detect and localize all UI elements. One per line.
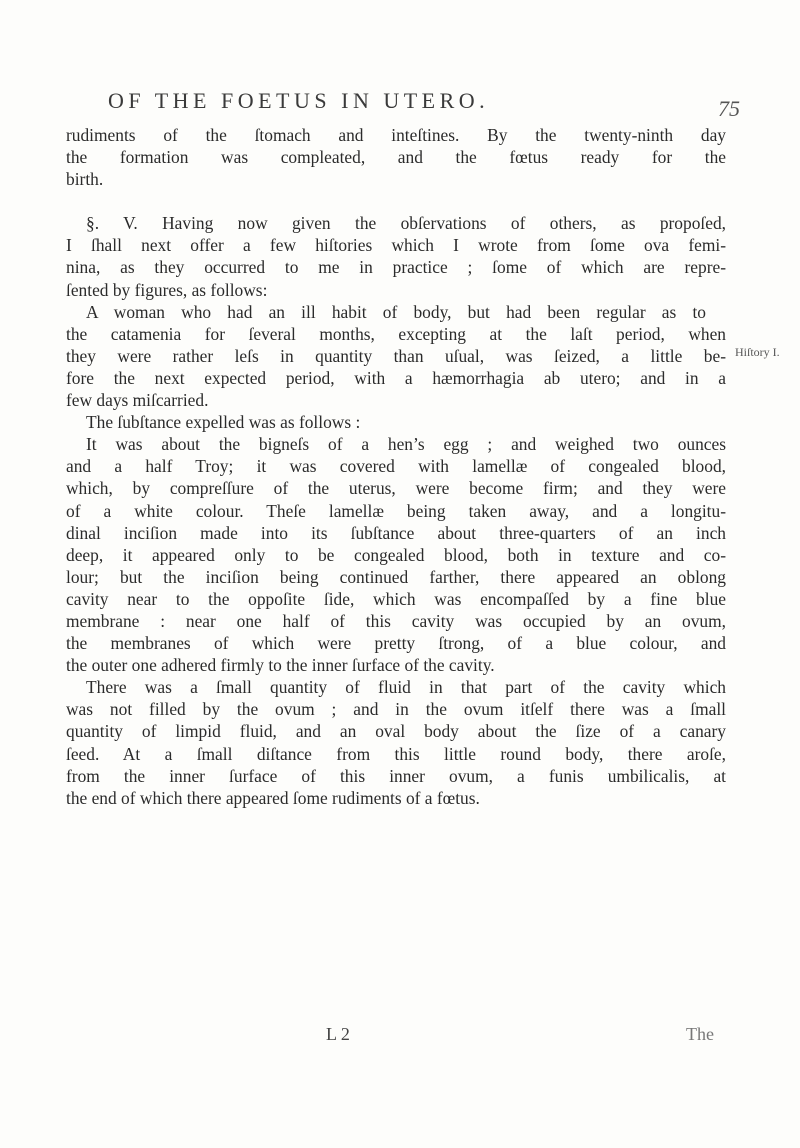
text-line: lour; but the inciſion being continued farther, there appeared an oblong — [66, 566, 726, 587]
text-line: rudiments of the ſtomach and inteſtines. By the twenty-ninth day — [66, 125, 726, 145]
text-line: of a white colour. Theſe lamellæ being taken away, and a longitu- — [66, 500, 726, 521]
body-text — [66, 124, 726, 809]
text-line: which, by compreſſure of the uterus, were become firm; and they were — [66, 478, 726, 499]
text-line: membrane : near one half of this cavity was occupied by an ovum, — [66, 610, 726, 631]
text-line: The ſubſtance expelled was as follows : — [86, 412, 361, 433]
text-line: the outer one adhered firmly to the inner ſurface of the cavity. — [66, 655, 495, 676]
text-line: the formation was compleated, and the fœtus ready for the — [66, 147, 726, 168]
signature-mark: L 2 — [326, 1024, 350, 1044]
text-line: and a half Troy; it was covered with lamellæ of congealed blood, — [66, 456, 726, 477]
text-line: dinal inciſion made into its ſubſtance about three-quarters of an inch — [66, 522, 726, 543]
text-line: It was about the bigneſs of a hen’s egg ; and weighed two ounces — [86, 434, 726, 455]
text-line: the catamenia for ſeveral months, excepting at the laſt period, when — [66, 323, 726, 344]
paragraph-1 — [66, 124, 726, 190]
text-line: §. V. Having now given the obſervations of others, as propoſed, — [86, 213, 726, 234]
text-line: the membranes of which were pretty ſtrong, of a blue colour, and — [66, 633, 726, 654]
catchword: The — [686, 1024, 714, 1044]
text-line: fore the next expected period, with a hæmorrhagia ab utero; and in a — [66, 367, 726, 388]
page-number: 75 — [718, 96, 740, 121]
text-line: A woman who had an ill habit of body, but had been regular as to — [86, 301, 706, 322]
text-line: ſeed. At a ſmall diſtance from this little round body, there aroſe, — [66, 743, 726, 764]
text-line: was not filled by the ovum ; and in the ovum itſelf there was a ſmall — [66, 699, 726, 720]
text-line: There was a ſmall quantity of fluid in that part of the cavity which — [86, 677, 726, 698]
text-line: quantity of limpid fluid, and an oval body about the ſize of a canary — [66, 721, 726, 742]
text-line: nina, as they occurred to me in practice ; ſome of which are repre- — [66, 257, 726, 278]
margin-note-history: Hiſtory I. — [735, 345, 780, 359]
text-line: the end of which there appeared ſome rudiments of a fœtus. — [66, 787, 480, 808]
text-line: few days miſcarried. — [66, 390, 209, 411]
text-line: they were rather leſs in quantity than uſual, was ſeized, a little be- — [66, 345, 726, 366]
text-line: deep, it appeared only to be congealed blood, both in texture and co- — [66, 544, 726, 565]
running-title: OF THE FOETUS IN UTERO. — [108, 88, 490, 113]
text-line: ſented by figures, as follows: — [66, 279, 268, 300]
text-line: from the inner ſurface of this inner ovum, a funis umbilicalis, at — [66, 765, 726, 786]
text-line: cavity near to the oppoſite ſide, which was encompaſſed by a fine blue — [66, 588, 726, 609]
text-line: I ſhall next offer a few hiſtories which I wrote from ſome ova femi- — [66, 235, 726, 256]
paragraph-2 — [66, 212, 726, 809]
text-line: birth. — [66, 169, 104, 190]
